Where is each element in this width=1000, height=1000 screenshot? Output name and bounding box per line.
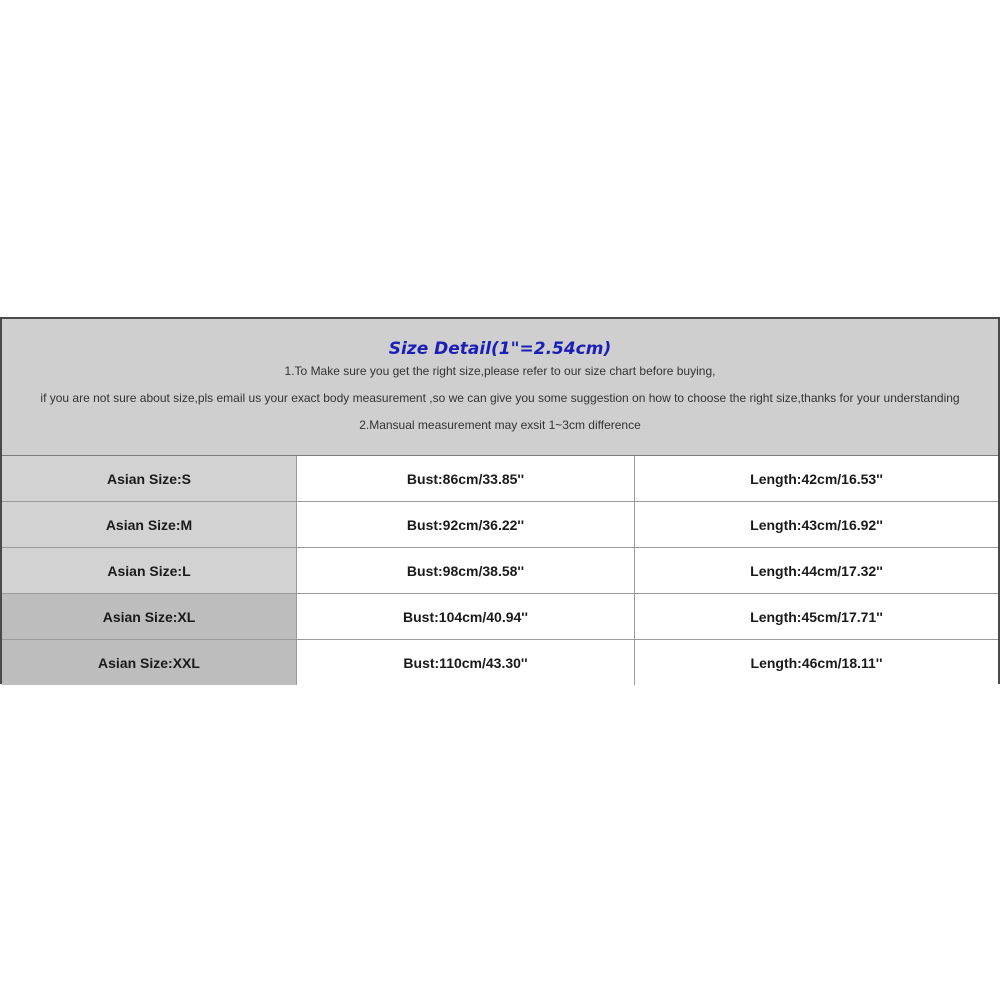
table-row <box>2 502 998 548</box>
length-cell: Length:43cm/16.92'' <box>635 502 998 547</box>
size-cell: Asian Size:XXL <box>2 640 297 685</box>
size-note-1: 1.To Make sure you get the right size,please refer to our size chart before buying, <box>284 364 716 378</box>
table-row <box>2 594 998 640</box>
size-cell: Asian Size:M <box>2 502 297 547</box>
size-chart-title: Size Detail(1"=2.54cm) <box>388 339 612 359</box>
length-cell: Length:42cm/16.53'' <box>635 456 998 501</box>
bust-cell: Bust:110cm/43.30'' <box>297 640 635 685</box>
bust-cell: Bust:98cm/38.58'' <box>297 548 635 593</box>
size-chart-header <box>2 319 998 456</box>
bust-cell: Bust:92cm/36.22'' <box>297 502 635 547</box>
bust-cell: Bust:86cm/33.85'' <box>297 456 635 501</box>
size-cell: Asian Size:L <box>2 548 297 593</box>
size-note-3: 2.Mansual measurement may exsit 1~3cm difference <box>359 418 641 432</box>
table-row <box>2 640 998 685</box>
size-note-2: if you are not sure about size,pls email us your exact body measurement ,so we can give you some suggestion on how to choose the right size,thanks for your understanding <box>40 391 960 405</box>
size-table <box>2 456 998 685</box>
table-row <box>2 456 998 502</box>
size-chart <box>0 317 1000 684</box>
size-cell: Asian Size:S <box>2 456 297 501</box>
size-cell: Asian Size:XL <box>2 594 297 639</box>
length-cell: Length:45cm/17.71'' <box>635 594 998 639</box>
length-cell: Length:46cm/18.11'' <box>635 640 998 685</box>
table-row <box>2 548 998 594</box>
length-cell: Length:44cm/17.32'' <box>635 548 998 593</box>
bust-cell: Bust:104cm/40.94'' <box>297 594 635 639</box>
